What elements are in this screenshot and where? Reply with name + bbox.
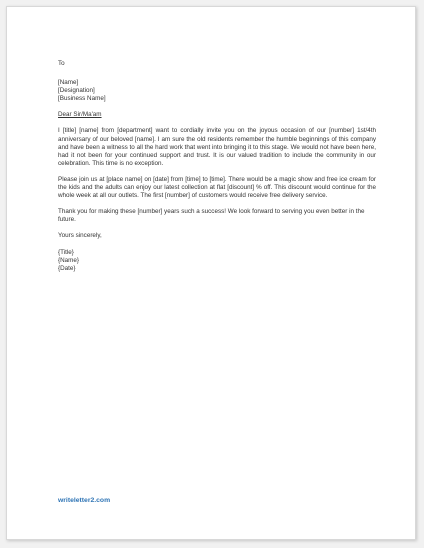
recipient-block — [58, 79, 376, 103]
recipient-designation: [Designation] — [58, 87, 95, 95]
salutation: Dear Sir/Ma'am — [58, 111, 102, 119]
closing: Yours sincerely, — [58, 232, 102, 240]
recipient-business: [Business Name] — [58, 95, 106, 103]
to-label: To — [58, 60, 65, 67]
paragraph-thanks: Thank you for making these [number] years such a success! We look forward to serving you even better in the future. — [58, 208, 365, 224]
signature-title: {Title} — [58, 248, 74, 256]
paragraph-invitation: I [title] [name] from [department] want to cordially invite you on the joyous occasion of our [number] 1st/4th anniversary of our beloved [name]. I am sure the old residents remember the humble beginnings of this company and have been a witness to all the hard work that went into bringing it to this stage. We would not have been here, had it not been for your continued support and trust. It is our valued tradition to include the community in our celebration. This time is no exception. — [58, 127, 376, 167]
recipient-name: [Name] — [58, 79, 79, 87]
signature-name: {Name} — [58, 256, 80, 264]
signature-block — [58, 249, 376, 273]
letter-body — [58, 60, 376, 273]
signature-date: {Date} — [58, 264, 76, 272]
brand-watermark: writeletter2.com — [58, 497, 111, 504]
paragraph-event-details: Please join us at [place name] on [date] from [time] to [time]. There would be a magic show and free ice cream for the kids and the adults can enjoy our latest collection at flat [discount] % off. This discount would continue for the whole week at all our outlets. The first [number] of customers would receive free delivery service. — [58, 175, 376, 200]
letter-page — [6, 6, 416, 540]
